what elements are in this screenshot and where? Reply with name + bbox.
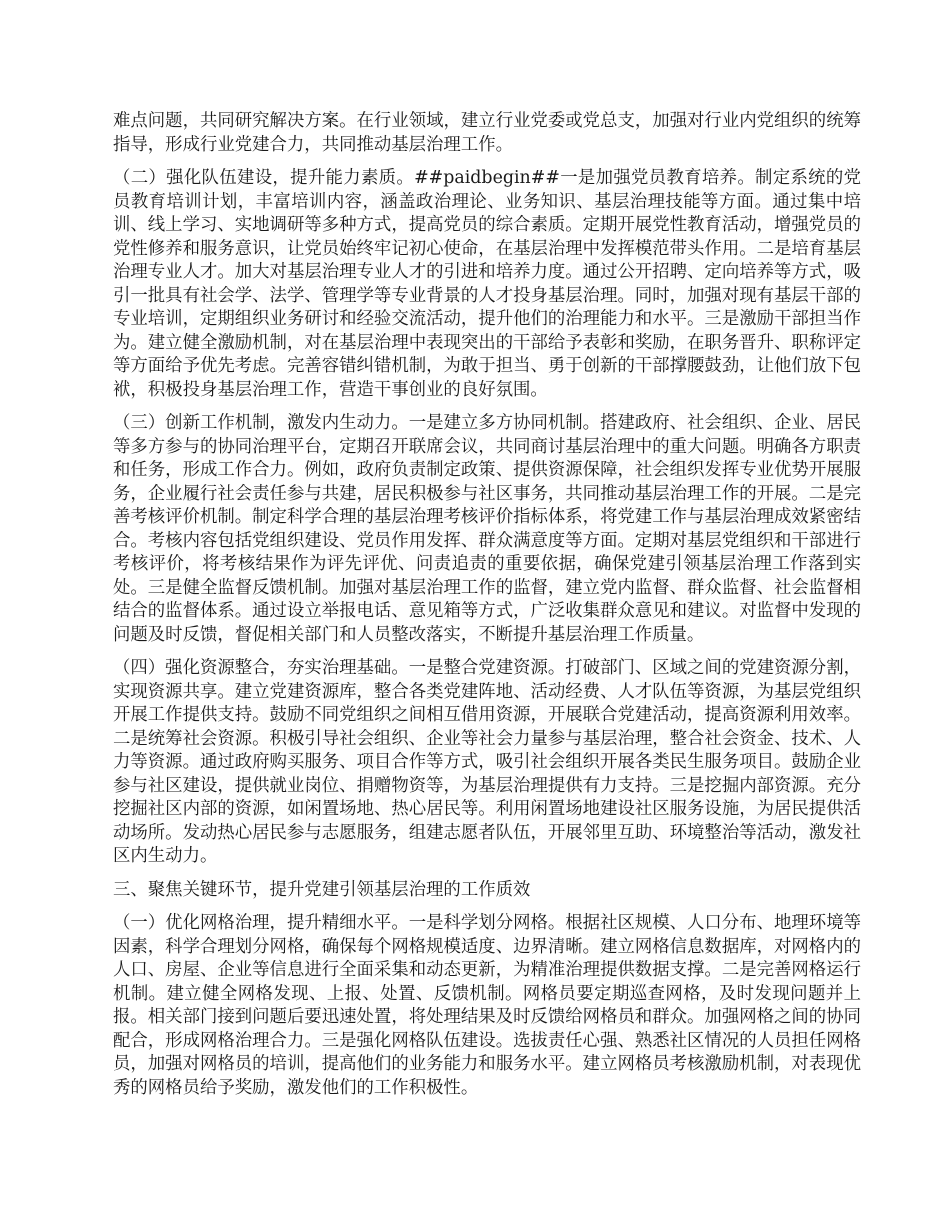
document-page: [113, 110, 861, 1110]
paragraph-grid-governance: （一）优化网格治理，提升精细水平。一是科学划分网格。根据社区规模、人口分布、地理环境等因素，科学合理划分网格，确保每个网格规模适度、边界清晰。建立网格信息数据库，对网格内的人口、房屋、企业等信息进行全面采集和动态更新，为精准治理提供数据支撑。二是完善网格运行机制。建立健全网格发现、上报、处置、反馈机制。网格员要定期巡查网格，及时发现问题并上报。相关部门接到问题后要迅速处置，将处理结果及时反馈给网格员和群众。加强网格之间的协同配合，形成网格治理合力。三是强化网格队伍建设。选拔责任心强、熟悉社区情况的人员担任网格员，加强对网格员的培训，提高他们的业务能力和服务水平。建立网格员考核激励机制，对表现优秀的网格员给予奖励，激发他们的工作积极性。: [113, 913, 861, 1098]
paragraph-team-building: （二）强化队伍建设，提升能力素质。##paidbegin##一是加强党员教育培养。制定系统的党员教育培训计划，丰富培训内容，涵盖政治理论、业务知识、基层治理技能等方面。通过集中培训、线上学习、实地调研等多种方式，提高党员的综合素质。定期开展党性教育活动，增强党员的党性修养和服务意识，让党员始终牢记初心使命，在基层治理中发挥模范带头作用。二是培育基层治理专业人才。加大对基层治理专业人才的引进和培养力度。通过公开招聘、定向培养等方式，吸引一批具有社会学、法学、管理学等专业背景的人才投身基层治理。同时，加强对现有基层干部的专业培训，定期组织业务研讨和经验交流活动，提升他们的治理能力和水平。三是激励干部担当作为。建立健全激励机制，对在基层治理中表现突出的干部给予表彰和奖励，在职务晋升、职称评定等方面给予优先考虑。完善容错纠错机制，为敢于担当、勇于创新的干部撑腰鼓劲，让他们放下包袱，积极投身基层治理工作，营造干事创业的良好氛围。: [113, 168, 861, 400]
paragraph-continuation: 难点问题，共同研究解决方案。在行业领域，建立行业党委或党总支，加强对行业内党组织的统筹指导，形成行业党建合力，共同推动基层治理工作。: [113, 111, 861, 155]
section-heading-three: 三、聚焦关键环节，提升党建引领基层治理的工作质效: [113, 879, 531, 900]
paragraph-resource-integration: （四）强化资源整合，夯实治理基础。一是整合党建资源。打破部门、区域之间的党建资源分割，实现资源共享。建立党建资源库，整合各类党建阵地、活动经费、人才队伍等资源，为基层党组织开展工作提供支持。鼓励不同党组织之间相互借用资源，开展联合党建活动，提高资源利用效率。二是统筹社会资源。积极引导社会组织、企业等社会力量参与基层治理，整合社会资金、技术、人力等资源。通过政府购买服务、项目合作等方式，吸引社会组织开展各类民生服务项目。鼓励企业参与社区建设，提供就业岗位、捐赠物资等，为基层治理提供有力支持。三是挖掘内部资源。充分挖掘社区内部的资源，如闲置场地、热心居民等。利用闲置场地建设社区服务设施，为居民提供活动场所。发动热心居民参与志愿服务，组建志愿者队伍，开展邻里互助、环境整治等活动，激发社区内生动力。: [113, 658, 861, 866]
paragraph-work-mechanism: （三）创新工作机制，激发内生动力。一是建立多方协同机制。搭建政府、社会组织、企业、居民等多方参与的协同治理平台，定期召开联席会议，共同商讨基层治理中的重大问题。明确各方职责和任务，形成工作合力。例如，政府负责制定政策、提供资源保障，社会组织发挥专业优势开展服务，企业履行社会责任参与共建，居民积极参与社区事务，共同推动基层治理工作的开展。二是完善考核评价机制。制定科学合理的基层治理考核评价指标体系，将党建工作与基层治理成效紧密结合。考核内容包括党组织建设、党员作用发挥、群众满意度等方面。定期对基层党组织和干部进行考核评价，将考核结果作为评先评优、问责追责的重要依据，确保党建引领基层治理工作落到实处。三是健全监督反馈机制。加强对基层治理工作的监督，建立党内监督、群众监督、社会监督相结合的监督体系。通过设立举报电话、意见箱等方式，广泛收集群众意见和建议。对监督中发现的问题及时反馈，督促相关部门和人员整改落实，不断提升基层治理工作质量。: [113, 413, 861, 645]
